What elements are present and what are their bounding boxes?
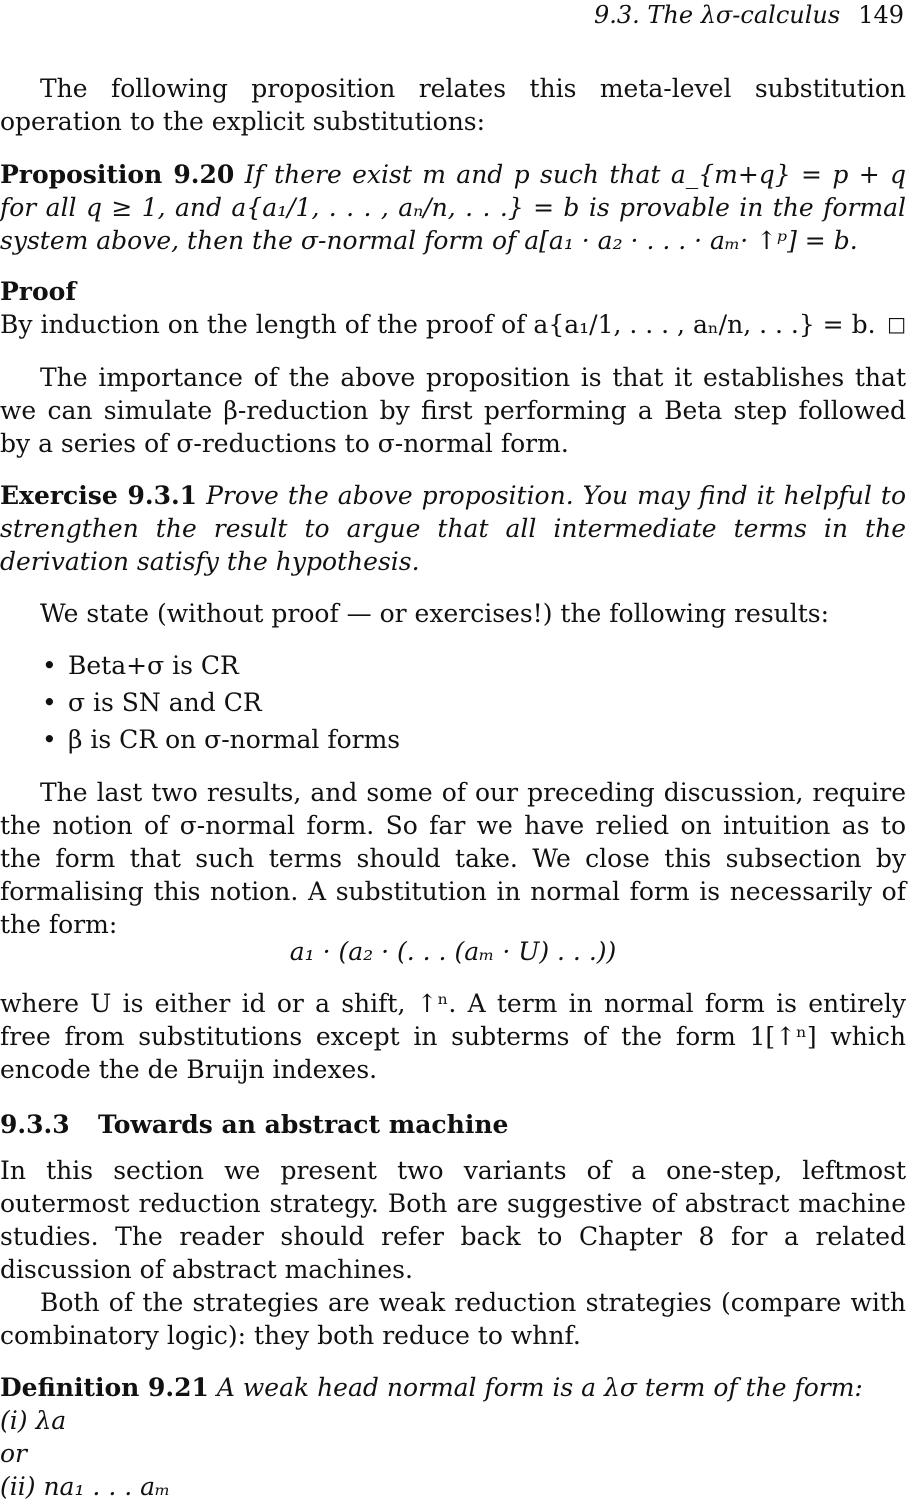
- list-item: • β is CR on σ-normal forms: [40, 723, 900, 760]
- proof-label: Proof: [0, 277, 77, 306]
- running-header: [594, 0, 904, 30]
- paragraph-text: In this section we present two variants of a one-step, leftmost outermost reduction strategy. Both are suggestive of abstract machine studies. The reader should refer back to Chapter 8 for a related discussion of abstract machines.: [0, 1156, 906, 1284]
- proposition-label: Proposition 9.20: [0, 160, 235, 189]
- paragraph-text: where U is either id or a shift, ↑ⁿ. A term in normal form is entirely free from substitutions except in subterms of the form 1[↑ⁿ] which encode the de Bruijn indexes.: [0, 989, 906, 1084]
- paragraph-strategies: [0, 1286, 906, 1352]
- paragraph-text: The importance of the above proposition is that it establishes that we can simulate β-reduction by first performing a Beta step followed by a series of σ-reductions to σ-normal form.: [0, 363, 906, 458]
- exercise-text: Prove the above proposition. You may find it helpful to strengthen the result to argue that all intermediate terms in the derivation satisfy the hypothesis.: [0, 481, 906, 576]
- exercise-9-3-1: [0, 479, 906, 578]
- display-formula: [0, 935, 906, 968]
- running-title: 9.3. The λσ-calculus: [593, 1, 841, 29]
- definition-item: (i) λa: [0, 1406, 67, 1435]
- paragraph-where: [0, 987, 906, 1086]
- results-list: [40, 649, 900, 760]
- paragraph-intro: [0, 72, 906, 138]
- proposition-9-20: [0, 158, 906, 257]
- section-number: 9.3.3: [0, 1110, 70, 1139]
- paragraph-text: Both of the strategies are weak reduction strategies (compare with combinatory logic): they both reduce to whnf.: [0, 1288, 906, 1350]
- paragraph-text: The last two results, and some of our preceding discussion, require the notion of σ-normal form. So far we have relied on intuition as to the form that such terms should take. We close this subsection by formalising this notion. A substitution in normal form is necessarily of the form:: [0, 778, 906, 939]
- qed-symbol: □: [887, 312, 906, 336]
- list-item: • σ is SN and CR: [40, 686, 900, 723]
- page-number: 149: [858, 1, 904, 29]
- paragraph-importance: [0, 361, 906, 460]
- paragraph-text: We state (without proof — or exercises!) the following results:: [40, 599, 830, 628]
- exercise-label: Exercise 9.3.1: [0, 481, 198, 510]
- definition-text: A weak head normal form is a λσ term of the form:: [216, 1373, 863, 1402]
- definition-label: Definition 9.21: [0, 1373, 209, 1402]
- proof-block: [0, 275, 906, 341]
- paragraph-text: The following proposition relates this meta-level substitution operation to the explicit substitutions:: [0, 74, 906, 136]
- paragraph-section-intro: [0, 1154, 906, 1286]
- formula-text: a₁ · (a₂ · (. . . (aₘ · U) . . .)): [289, 937, 617, 966]
- definition-item: (ii) na₁ . . . aₘ: [0, 1472, 171, 1501]
- section-title: Towards an abstract machine: [98, 1110, 509, 1139]
- paragraph-normal-form: [0, 776, 906, 941]
- proposition-text: If there exist m and p such that a_{m+q} = p + q for all q ≥ 1, and a{a₁/1, . . . , aₙ/n, . . .} = b is provable in the formal system above, then the σ-normal form of a[a₁ · a₂ · . . . · aₘ· ↑ᵖ] = b.: [0, 160, 906, 255]
- list-item: • Beta+σ is CR: [40, 649, 900, 686]
- proof-text: By induction on the length of the proof of a{a₁/1, . . . , aₙ/n, . . .} = b.: [0, 310, 876, 339]
- definition-9-21: [0, 1371, 906, 1503]
- definition-item: or: [0, 1439, 28, 1468]
- paragraph-results: [0, 597, 906, 630]
- section-heading: [0, 1108, 906, 1141]
